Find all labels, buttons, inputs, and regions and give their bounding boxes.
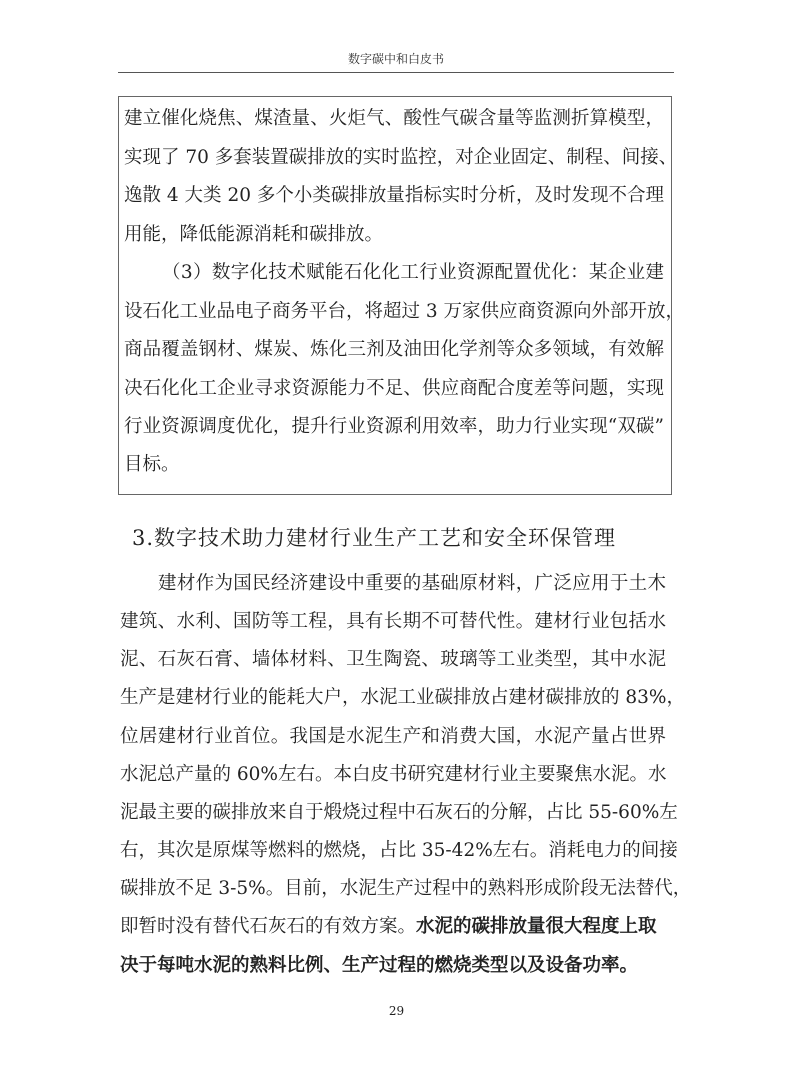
running-header: 数字碳中和白皮书 xyxy=(347,52,444,66)
case-study-box xyxy=(118,96,685,495)
page-number: 29 xyxy=(388,1004,405,1018)
box-line: 商品覆盖钢材、煤炭、炼化三剂及油田化学剂等众多领域，有效解 xyxy=(124,339,664,360)
body-line: 生产是建材行业的能耗大户，水泥工业碳排放占建材碳排放的 83%， xyxy=(120,687,686,708)
box-line: 决石化化工企业寻求资源能力不足、供应商配合度差等问题，实现 xyxy=(124,378,664,399)
box-line: 用能，降低能源消耗和碳排放。 xyxy=(124,224,384,245)
body-line: 建筑、水利、国防等工程，具有长期不可替代性。建材行业包括水 xyxy=(120,611,666,632)
body-line: 位居建材行业首位。我国是水泥生产和消费大国，水泥产量占世界 xyxy=(120,726,666,747)
box-line: 逸散 4 大类 20 多个小类碳排放量指标实时分析，及时发现不合理 xyxy=(124,185,664,206)
emphasis-text: 水泥的碳排放量很大程度上取 xyxy=(416,916,657,937)
box-line: 建立催化烧焦、煤渣量、火炬气、酸性气碳含量等监测折算模型， xyxy=(124,108,664,129)
body-line: 建材作为国民经济建设中重要的基础原材料，广泛应用于土木 xyxy=(158,573,666,594)
box-line: （3）数字化技术赋能石化化工行业资源配置优化：某企业建 xyxy=(162,262,664,283)
box-line: 设石化工业品电子商务平台，将超过 3 万家供应商资源向外部开放， xyxy=(124,301,685,322)
section-heading: 3.数字技术助力建材行业生产工艺和安全环保管理 xyxy=(132,526,617,550)
header-divider xyxy=(118,72,674,73)
box-line: 实现了 70 多套装置碳排放的实时监控，对企业固定、制程、间接、 xyxy=(124,147,678,168)
body-line: 泥最主要的碳排放来自于煅烧过程中石灰石的分解，占比 55-60%左 xyxy=(120,802,678,823)
body-line xyxy=(120,915,666,939)
box-line: 目标。 xyxy=(124,454,180,475)
body-line: 泥、石灰石膏、墙体材料、卫生陶瓷、玻璃等工业类型，其中水泥 xyxy=(120,649,666,670)
body-line: 水泥总产量的 60%左右。本白皮书研究建材行业主要聚焦水泥。水 xyxy=(120,764,667,785)
body-line: 右，其次是原煤等燃料的燃烧，占比 35-42%左右。消耗电力的间接 xyxy=(120,840,678,861)
box-line: 行业资源调度优化，提升行业资源利用效率，助力行业实现“双碳” xyxy=(124,416,664,437)
emphasis-line: 决于每吨水泥的熟料比例、生产过程的燃烧类型以及设备功率。 xyxy=(120,955,639,976)
body-line: 碳排放不足 3-5%。目前，水泥生产过程中的熟料形成阶段无法替代， xyxy=(120,878,692,899)
body-text: 即暂时没有替代石灰石的有效方案。 xyxy=(120,916,417,937)
